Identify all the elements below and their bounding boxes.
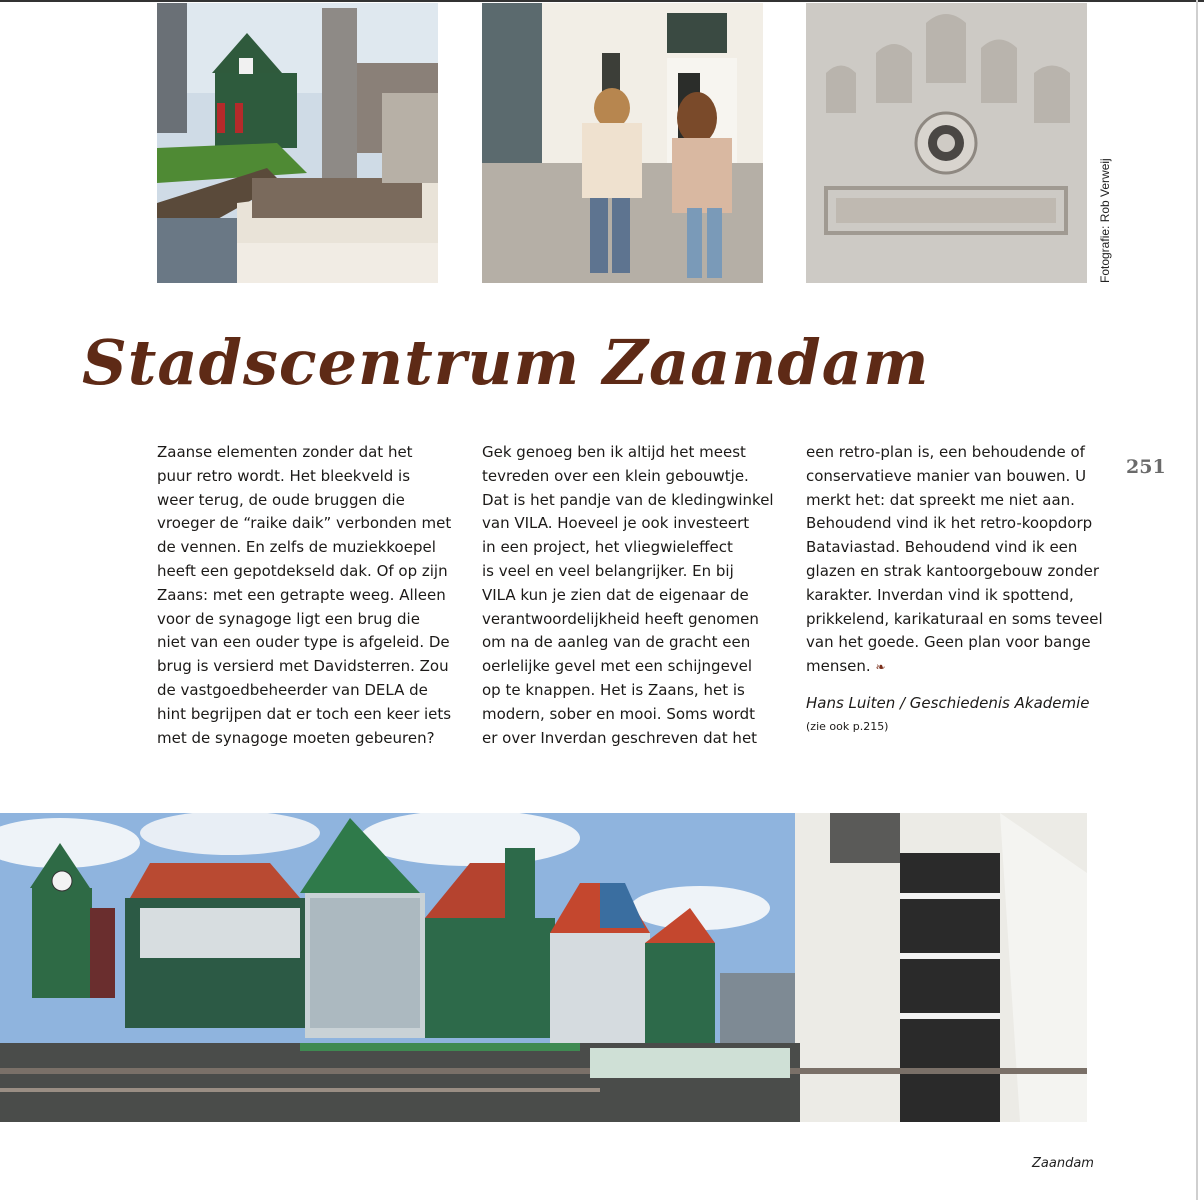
top-border	[0, 0, 1204, 2]
text-line: tevreden over een klein gebouwtje.	[482, 466, 749, 485]
footer-section-name: Zaandam	[1032, 1156, 1094, 1171]
text-line: karakter. Inverdan vind ik spottend,	[806, 585, 1074, 604]
text-line: vroeger de “raike daik” verbonden met	[157, 514, 452, 533]
author-signature: Hans Luiten / Geschiedenis Akademie	[806, 693, 1090, 712]
text-line: voor de synagoge ligt een brug die	[157, 609, 420, 628]
text-line: Dat is het pandje van de kledingwinkel	[482, 490, 774, 509]
text-line: VILA kun je zien dat de eigenaar de	[482, 585, 749, 604]
text-column-2	[482, 441, 772, 750]
inverdan-panorama-photo	[0, 813, 1087, 1122]
text-line: is veel en veel belangrijker. En bij	[482, 561, 734, 580]
text-line: in een project, het vliegwieleffect	[482, 538, 733, 557]
text-column-3	[806, 441, 1103, 735]
text-line: brug is versierd met Davidsterren. Zou	[157, 657, 449, 676]
text-line: Zaans: met een getrapte weeg. Alleen	[157, 585, 446, 604]
text-line: de vennen. En zelfs de muziekkoepel	[157, 538, 436, 557]
two-women-walking-photo	[482, 3, 763, 283]
text-line: prikkelend, karikaturaal en soms teveel	[806, 609, 1103, 628]
text-line: mensen.	[806, 657, 871, 676]
text-line: op te knappen. Het is Zaans, het is	[482, 680, 745, 699]
text-line: Gek genoeg ben ik altijd het meest	[482, 443, 746, 461]
page-title: Stadscentrum Zaandam	[82, 326, 930, 399]
text-line: om na de aanleg van de gracht een	[482, 633, 751, 652]
text-line: conservatieve manier van bouwen. U	[806, 466, 1087, 485]
text-line: merkt het: dat spreekt me niet aan.	[806, 490, 1075, 509]
canal-terrace-photo	[157, 3, 438, 283]
text-line: oerlelijke gevel met een schijngevel	[482, 657, 753, 676]
text-line: van het goede. Geen plan voor bange	[806, 633, 1091, 652]
text-line: glazen en strak kantoorgebouw zonder	[806, 561, 1099, 580]
text-line: weer terug, de oude bruggen die	[157, 490, 405, 509]
page-reference: (zie ook p.215)	[806, 719, 889, 733]
text-line: van VILA. Hoeveel je ook investeert	[482, 514, 750, 533]
text-line: met de synagoge moeten gebeuren?	[157, 728, 435, 747]
text-line-with-ornament	[806, 655, 1096, 680]
end-ornament-icon: ❧	[875, 660, 886, 675]
text-line: puur retro wordt. Het bleekveld is	[157, 466, 411, 485]
text-column-1	[157, 441, 452, 750]
text-line: verantwoordelijkheid heeft genomen	[482, 609, 759, 628]
text-line: Zaanse elementen zonder dat het	[157, 443, 413, 461]
text-line: een retro-plan is, een behoudende of	[806, 443, 1085, 461]
text-line: er over Inverdan geschreven dat het	[482, 728, 758, 747]
facade-ornament-photo	[806, 3, 1087, 283]
page-number: 251	[1126, 456, 1166, 478]
text-line: modern, sober en mooi. Soms wordt	[482, 704, 755, 723]
text-line: niet van een ouder type is afgeleid. De	[157, 633, 450, 652]
page-edge	[1196, 0, 1198, 1200]
photo-credit: Fotografie: Rob Verweij	[1098, 158, 1112, 283]
text-line: heeft een gepotdekseld dak. Of op zijn	[157, 561, 448, 580]
text-line: de vastgoedbeheerder van DELA de	[157, 680, 428, 699]
text-line: Bataviastad. Behoudend vind ik een	[806, 538, 1078, 557]
text-line: hint begrijpen dat er toch een keer iets	[157, 704, 452, 723]
text-line: Behoudend vind ik het retro-koopdorp	[806, 514, 1093, 533]
